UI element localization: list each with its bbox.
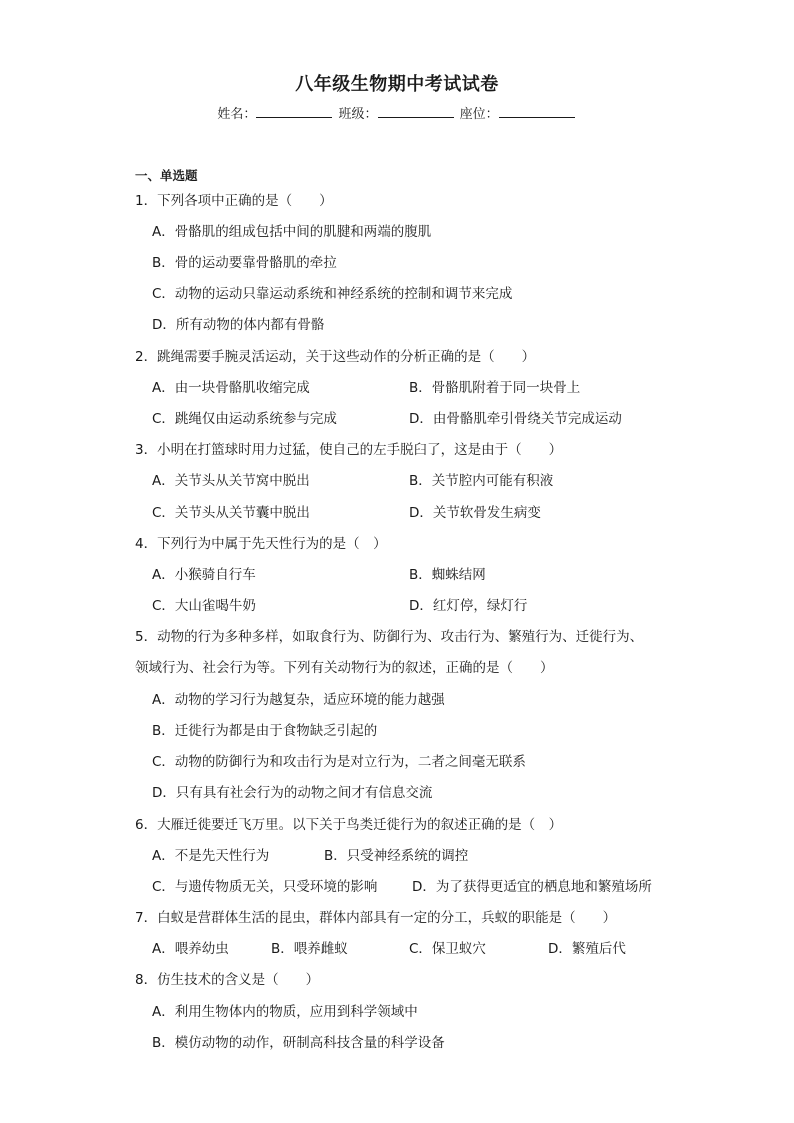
exam-title: 八年级生物期中考试试卷 xyxy=(295,74,499,95)
option-a: A．小猴骑自行车 xyxy=(152,567,256,583)
option-a: A．喂养幼虫 xyxy=(152,941,229,957)
option-d: D．所有动物的体内都有骨骼 xyxy=(152,317,325,333)
option-a: A．利用生物体内的物质，应用到科学领域中 xyxy=(152,1004,418,1020)
option-b: B．骨的运动要靠骨骼肌的牵拉 xyxy=(152,255,337,271)
question-stem: 6．大雁迁徙要迁飞万里。以下关于鸟类迁徙行为的叙述正确的是（ ） xyxy=(135,817,563,833)
option-a: A．由一块骨骼肌收缩完成 xyxy=(152,380,310,396)
option-b: B．喂养雌蚁 xyxy=(271,941,348,957)
option-b: B．蜘蛛结网 xyxy=(409,567,486,583)
option-b: B．迁徙行为都是由于食物缺乏引起的 xyxy=(152,723,378,739)
name-blank xyxy=(256,105,332,118)
option-b: B．模仿动物的动作，研制高科技含量的科学设备 xyxy=(152,1035,445,1051)
option-b: B．关节腔内可能有积液 xyxy=(409,473,554,489)
option-d: D．繁殖后代 xyxy=(548,941,626,957)
option-d: D．关节软骨发生病变 xyxy=(409,505,541,521)
option-d: D．由骨骼肌牵引骨绕关节完成运动 xyxy=(409,411,622,427)
option-a: A．骨骼肌的组成包括中间的肌腱和两端的腹肌 xyxy=(152,224,432,240)
question-stem: 3．小明在打篮球时用力过猛，使自己的左手脱臼了，这是由于（ ） xyxy=(135,442,563,458)
option-c: C．与遗传物质无关，只受环境的影响 xyxy=(152,879,378,895)
seat-label: 座位： xyxy=(459,107,499,122)
name-label: 姓名： xyxy=(217,107,257,122)
option-c: C．大山雀喝牛奶 xyxy=(152,598,256,614)
question-stem: 1．下列各项中正确的是（ ） xyxy=(135,193,333,209)
class-label: 班级： xyxy=(338,107,378,122)
option-d: D．红灯停，绿灯行 xyxy=(409,598,528,614)
question-stem: 4．下列行为中属于先天性行为的是（ ） xyxy=(135,536,387,552)
seat-blank xyxy=(499,105,575,118)
question-stem: 2．跳绳需要手腕灵活运动，关于这些动作的分析正确的是（ ） xyxy=(135,349,536,365)
question-stem: 5．动物的行为多种多样，如取食行为、防御行为、攻击行为、繁殖行为、迁徙行为、 xyxy=(135,629,644,645)
section-heading: 一、单选题 xyxy=(135,168,198,183)
option-c: C．关节头从关节囊中脱出 xyxy=(152,505,310,521)
option-b: B．只受神经系统的调控 xyxy=(324,848,469,864)
student-info-row xyxy=(0,103,794,122)
question-stem: 7．白蚁是营群体生活的昆虫，群体内部具有一定的分工，兵蚁的职能是（ ） xyxy=(135,910,617,926)
name-field xyxy=(217,103,334,122)
question-stem: 8．仿生技术的含义是（ ） xyxy=(135,972,320,988)
class-blank xyxy=(378,105,454,118)
option-c: C．保卫蚁穴 xyxy=(409,941,486,957)
option-c: C．跳绳仅由运动系统参与完成 xyxy=(152,411,337,427)
option-a: A．动物的学习行为越复杂，适应环境的能力越强 xyxy=(152,692,445,708)
option-a: A．关节头从关节窝中脱出 xyxy=(152,473,310,489)
question-stem-continued: 领域行为、社会行为等。下列有关动物行为的叙述，正确的是（ ） xyxy=(135,660,554,676)
option-d: D．为了获得更适宜的栖息地和繁殖场所 xyxy=(412,879,652,895)
option-c: C．动物的运动只靠运动系统和神经系统的控制和调节来完成 xyxy=(152,286,513,302)
option-a: A．不是先天性行为 xyxy=(152,848,270,864)
option-b: B．骨骼肌附着于同一块骨上 xyxy=(409,380,581,396)
seat-field xyxy=(460,103,577,122)
option-d: D．只有具有社会行为的动物之间才有信息交流 xyxy=(152,785,433,801)
class-field xyxy=(338,103,455,122)
option-c: C．动物的防御行为和攻击行为是对立行为，二者之间毫无联系 xyxy=(152,754,526,770)
